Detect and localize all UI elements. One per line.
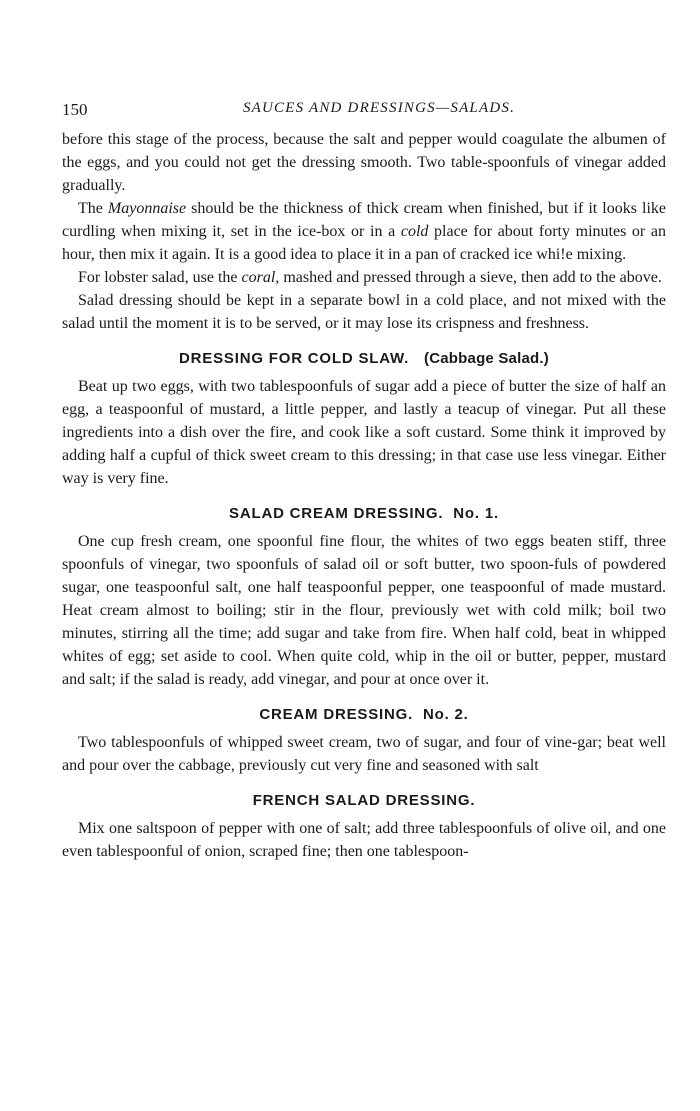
heading-text: SALAD CREAM DRESSING.: [229, 505, 444, 522]
book-page: [62, 100, 666, 863]
section-heading-cold-slaw: [62, 349, 666, 369]
salad-cream-1-body: One cup fresh cream, one spoonful fine flour, the whites of two eggs beaten stiff, three spoonfuls of vinegar, two spoonfuls of salad oil or soft butter, two spoon-fuls of powdered sugar, one teaspoonful salt, one half teaspoonful pepper, one teaspoonful of made mustard. Heat cream almost to boiling; stir in the flour, previously wet with cold milk; boil two minutes, stirring all the time; add sugar and take from fire. When half cold, beat in whipped whites of egg; set aside to cool. When quite cold, whip in the oil or butter, pepper, mustard and salt; if the salad is ready, add vinegar, and pour at once over it.: [62, 533, 666, 688]
heading-number: No. 1.: [453, 505, 499, 522]
intro-paragraph-3: [62, 266, 666, 289]
heading-subtitle: (Cabbage Salad.): [424, 350, 549, 367]
page-number: 150: [62, 100, 88, 119]
intro-paragraph-2: [62, 197, 666, 266]
cold-slaw-body: Beat up two eggs, with two tablespoonfuls of sugar add a piece of butter the size of half an egg, a teaspoonful of mustard, a little pepper, and lastly a teacup of vinegar. Put all these ingredients into a dish over the fire, and cook like a soft custard. Some think it improved by adding half a cupful of thick sweet cream to this dressing; in that case use less vinegar. Either way is very fine.: [62, 378, 666, 487]
p2-emphasis-mayonnaise: Mayonnaise: [107, 200, 187, 217]
intro-paragraph-1: before this stage of the process, because the salt and pepper would coagulate the albumen of the eggs, and you could not get the dressing smooth. Two table-spoonfuls of vinegar added gradually.: [62, 131, 666, 194]
p3-text-a: For lobster salad, use the: [78, 269, 242, 286]
section-heading-salad-cream-1: [62, 504, 666, 524]
heading-text: CREAM DRESSING.: [259, 706, 414, 723]
section-heading-french: FRENCH SALAD DRESSING.: [252, 792, 476, 809]
p2-text-a: The: [78, 200, 108, 217]
intro-paragraph-4: Salad dressing should be kept in a separate bowl in a cold place, and not mixed with the salad until the moment it is to be served, or it may lose its crispness and freshness.: [62, 292, 666, 332]
p2-emphasis-cold: cold: [400, 223, 429, 240]
cream-2-body: Two tablespoonfuls of whipped sweet cream, two of sugar, and four of vine-gar; beat well and pour over the cabbage, previously cut very fine and seasoned with salt: [62, 734, 666, 774]
french-body: Mix one saltspoon of pepper with one of salt; add three tablespoonfuls of olive oil, and one even tablespoonful of onion, scraped fine; then one tablespoon-: [62, 820, 666, 860]
p2-text-c: place for about forty minutes or an hour, then mix it again. It is a good idea to place it in a pan of cracked ice whi!e mixing.: [62, 223, 666, 263]
running-head-title: SAUCES AND DRESSINGS—SALADS.: [242, 100, 516, 116]
p3-text-b: mashed and pressed through a sieve, then add to the above.: [279, 269, 662, 286]
heading-text: DRESSING FOR COLD SLAW.: [179, 350, 410, 367]
running-head: [62, 100, 666, 122]
p3-emphasis-coral: coral,: [241, 269, 280, 286]
heading-number: No. 2.: [422, 706, 469, 723]
p2-text-b: should be the thickness of thick cream when finished, but if it looks like curdling when mixing it, set in the ice-box or in a: [62, 200, 666, 240]
section-heading-cream-2: [62, 705, 666, 725]
